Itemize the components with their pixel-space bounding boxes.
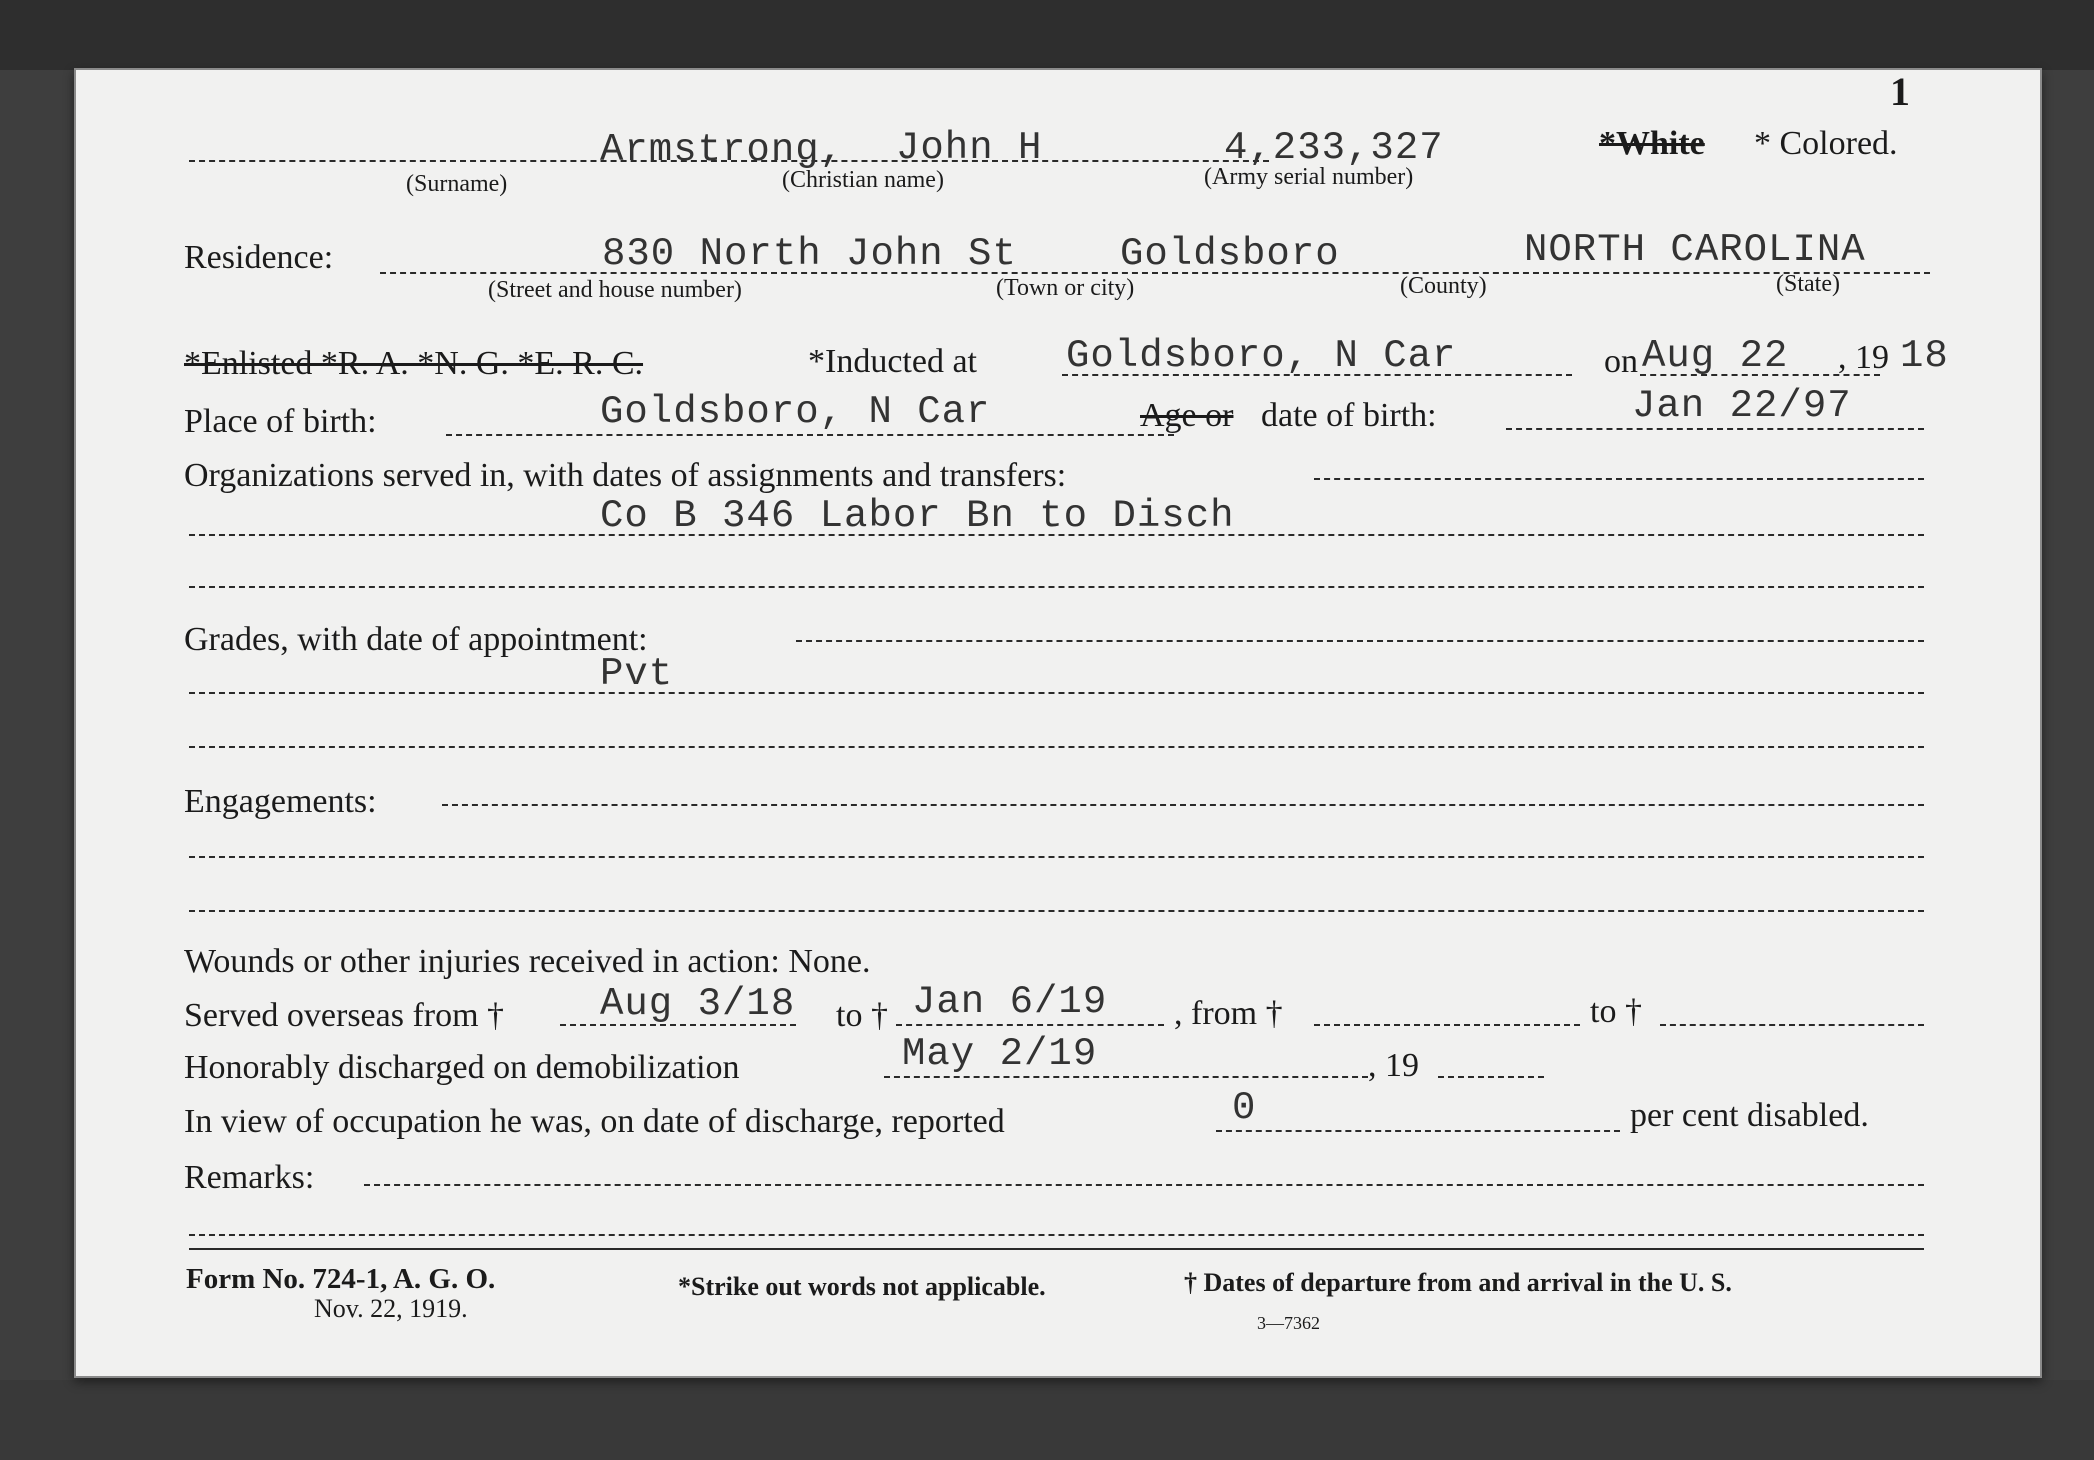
place-of-birth-label: Place of birth: xyxy=(184,403,377,440)
surname-value: Armstrong, xyxy=(600,128,845,172)
service-record-card xyxy=(74,68,2042,1378)
overseas-to-value: Jan 6/19 xyxy=(912,980,1108,1024)
grades-line-3 xyxy=(189,746,1924,748)
wounds-label: Wounds or other injuries received in action: None. xyxy=(184,943,871,980)
town-value: Goldsboro xyxy=(1120,232,1340,276)
discharged-line xyxy=(884,1076,1368,1078)
form-date: Nov. 22, 1919. xyxy=(314,1294,468,1323)
date-of-birth-label: date of birth: xyxy=(1261,397,1437,434)
card-number: 1 xyxy=(1890,69,1910,114)
engagements-label: Engagements: xyxy=(184,783,377,820)
remarks-label: Remarks: xyxy=(184,1159,315,1196)
organizations-label: Organizations served in, with dates of assignments and transfers: xyxy=(184,457,1067,494)
place-of-birth-line xyxy=(446,434,1174,436)
inducted-on-value: Aug 22 xyxy=(1642,334,1789,378)
on-label: on xyxy=(1604,343,1638,380)
date-of-birth-line xyxy=(1506,428,1924,430)
year-prefix-label: , 19 xyxy=(1838,339,1889,376)
from-label: , from † xyxy=(1174,995,1283,1032)
overseas-to-line xyxy=(896,1024,1164,1026)
organizations-line-3 xyxy=(189,586,1924,588)
state-value: NORTH CAROLINA xyxy=(1524,228,1866,272)
form-number: Form No. 724-1, A. G. O. xyxy=(186,1263,496,1295)
discharge-year-label: , 19 xyxy=(1368,1047,1419,1084)
honorably-discharged-label: Honorably discharged on demobilization xyxy=(184,1049,740,1086)
dates-note: † Dates of departure from and arrival in the U. S. xyxy=(1184,1268,1732,1297)
state-caption: (State) xyxy=(1776,271,1840,297)
engagements-line-3 xyxy=(189,910,1924,912)
christian-name-value: John H xyxy=(896,126,1043,170)
print-code: 3—7362 xyxy=(1257,1313,1320,1333)
grade-value: Pvt xyxy=(600,652,674,696)
organizations-line-1 xyxy=(1314,478,1924,480)
strike-note: *Strike out words not applicable. xyxy=(678,1272,1046,1301)
place-of-birth-value: Goldsboro, N Car xyxy=(600,390,991,434)
county-caption: (County) xyxy=(1400,273,1487,299)
overseas-from-value: Aug 3/18 xyxy=(600,982,796,1026)
inducted-year-value: 18 xyxy=(1900,334,1949,378)
organization-value: Co B 346 Labor Bn to Disch xyxy=(600,494,1235,538)
age-or-label: Age or xyxy=(1140,397,1234,434)
town-caption: (Town or city) xyxy=(996,275,1135,301)
discharge-year-line xyxy=(1438,1076,1544,1078)
footer-rule xyxy=(189,1248,1924,1250)
remarks-line-1 xyxy=(364,1184,1924,1186)
enlisted-options: *Enlisted *R. A. *N. G. *E. R. C. xyxy=(184,345,644,382)
engagements-line-1 xyxy=(442,804,1924,806)
inducted-at-value: Goldsboro, N Car xyxy=(1066,334,1457,378)
second-from-line xyxy=(1314,1024,1580,1026)
served-overseas-label: Served overseas from † xyxy=(184,997,505,1034)
grades-line-2 xyxy=(189,692,1924,694)
per-cent-disabled-label: per cent disabled. xyxy=(1630,1097,1869,1134)
scanner-background-top xyxy=(0,0,2094,70)
race-white: *White xyxy=(1599,125,1705,162)
street-caption: (Street and house number) xyxy=(488,277,742,303)
date-of-birth-value: Jan 22/97 xyxy=(1632,384,1852,428)
serial-number-value: 4,233,327 xyxy=(1224,126,1444,170)
engagements-line-2 xyxy=(189,856,1924,858)
grades-label: Grades, with date of appointment: xyxy=(184,621,648,658)
serial-caption: (Army serial number) xyxy=(1204,164,1414,190)
in-view-label: In view of occupation he was, on date of discharge, reported xyxy=(184,1103,1005,1140)
remarks-line-2 xyxy=(189,1234,1924,1236)
inducted-label: *Inducted at xyxy=(808,343,977,380)
grades-line-1 xyxy=(796,640,1924,642)
residence-label: Residence: xyxy=(184,239,334,276)
discharged-value: May 2/19 xyxy=(902,1032,1098,1076)
surname-caption: (Surname) xyxy=(406,171,508,197)
to-label-1: to † xyxy=(836,997,888,1034)
disabled-line xyxy=(1216,1130,1620,1132)
scanner-background-bottom xyxy=(0,1380,2094,1460)
second-to-line xyxy=(1660,1024,1924,1026)
christian-name-caption: (Christian name) xyxy=(782,167,944,193)
to-label-2: to † xyxy=(1590,993,1642,1030)
street-value: 830 North John St xyxy=(602,232,1017,276)
disabled-percent-value: 0 xyxy=(1232,1086,1257,1130)
race-colored: * Colored. xyxy=(1754,125,1898,162)
